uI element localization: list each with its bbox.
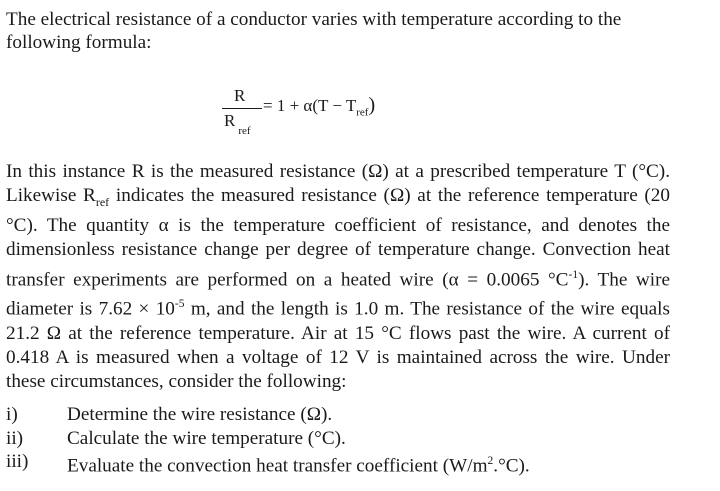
question-text-main: Evaluate the convection heat transfer coefficient (W/m	[67, 455, 488, 477]
question-text	[67, 450, 530, 478]
formula-denominator	[224, 111, 251, 137]
rhs-start: = 1 + α(T − T	[263, 96, 357, 115]
paragraph-part-2: indicates the measured resistance (Ω) at the reference temperature (20 °C). The quantity α is the temperature coefficient of resistance, and denotes the dimensionless resistance change per degree of temperature change. Convection heat transfer experiments are performed on a heated wire (α = 0.0065 °C	[6, 185, 670, 291]
question-number: iii)	[6, 451, 29, 472]
unit-exponent: 2	[487, 455, 494, 467]
explanation-paragraph	[6, 160, 670, 394]
rhs-end: )	[368, 94, 376, 116]
question-number: i)	[6, 404, 18, 425]
paragraph-part-4: m, and the length is 1.0 m. The resistance of the wire equals 21.2 Ω at the reference temperature. Air at 15 °C flows past the wire. A current of 0.418 A is measured when a voltage of 12 V is maintained across the wire. Under these circumstances, consider the following:	[6, 298, 670, 393]
denominator-subscript: ref	[238, 125, 251, 137]
denominator-symbol: R	[224, 111, 236, 130]
paragraph-part-3: ). The wire diameter is 7.62 × 10	[6, 269, 671, 320]
formula-numerator: R	[234, 86, 246, 105]
formula-right-side	[263, 95, 375, 122]
question-text: Calculate the wire temperature (°C).	[67, 427, 346, 449]
question-text-tail: .°C).	[493, 455, 530, 477]
paragraph-part-1: In this instance R is the measured resistance (Ω) at a prescribed temperature T (°C). Likewise R	[6, 161, 670, 207]
fraction-bar	[222, 108, 262, 109]
diameter-exponent: -5	[174, 298, 185, 311]
rref-subscript: ref	[95, 195, 110, 210]
rhs-subscript: ref	[356, 106, 369, 119]
question-text: Determine the wire resistance (Ω).	[67, 404, 333, 425]
question-number: ii)	[6, 427, 24, 449]
intro-text: The electrical resistance of a conductor varies with temperature according to the following formula:	[6, 9, 622, 53]
alpha-unit-exponent: -1	[568, 268, 579, 281]
